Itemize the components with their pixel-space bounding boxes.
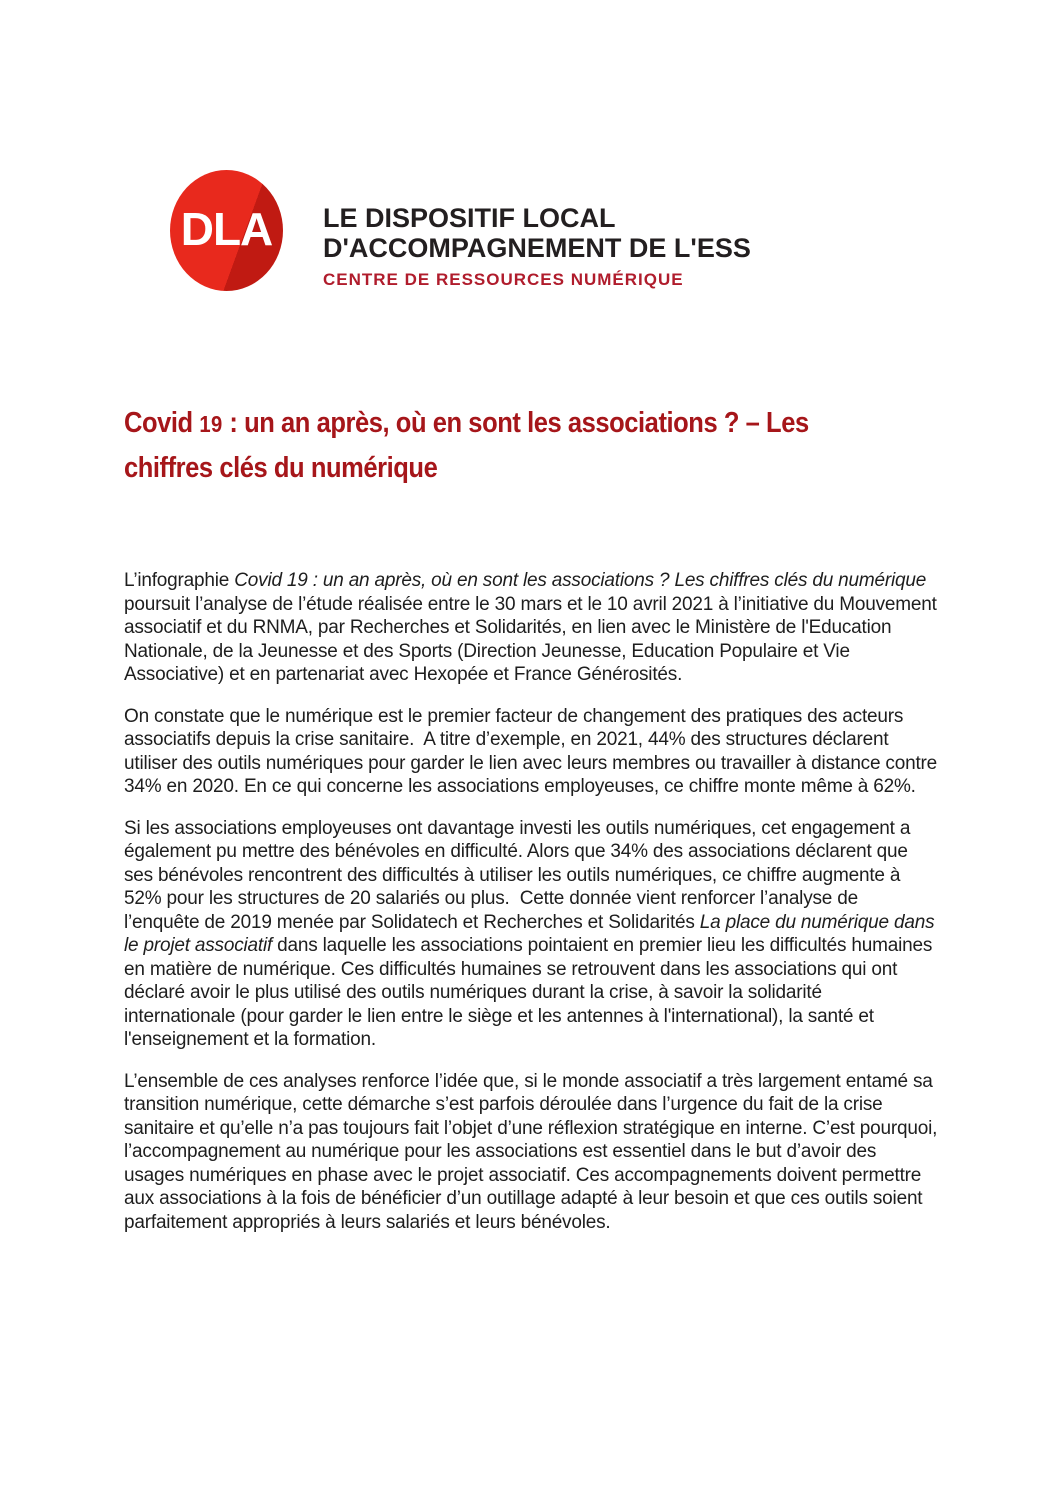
dla-logo [170, 170, 751, 291]
dla-logo-initials: DLA [180, 202, 273, 255]
dla-logo-text [323, 170, 751, 290]
article-body [124, 402, 943, 1252]
article-title-line-2: chiffres clés du numérique [124, 451, 438, 484]
article-paragraph-1: L’infographie Covid 19 : un an après, où en sont les associations ? Les chiffres clés du numérique poursuit l’analyse de l’étude réalisée entre le 30 mars et le 10 avril 2021 à l’initiative du Mouvement associatif et du RNMA, par Recherches et Solidarités, en lien avec le Ministère de l'Education Nationale, de la Jeunesse et des Sports (Direction Jeunesse, Education Populaire et Vie Associative) et en partenariat avec Hexopée et France Générosités. [124, 570, 942, 685]
dla-logo-mark [170, 170, 283, 291]
article-paragraph-3: Si les associations employeuses ont davantage investi les outils numériques, cet engagement a également pu mettre des bénévoles en difficulté. Alors que 34% des associations déclarent que ses bénévoles rencontrent des difficultés à utiliser les outils numériques, ce chiffre augmente à 52% pour les structures de 20 salariés ou plus. Cette donnée vient renforcer l’analyse de l’enquête de 2019 menée par Solidatech et Recherches et Solidarités La place du numérique dans le projet associatif dans laquelle les associations pointaient en premier lieu les difficultés humaines en matière de numérique. Ces difficultés humaines se retrouvent dans les associations qui ont déclaré avoir le plus utilisé des outils numériques durant la crise, à savoir la solidarité internationale (pour garder le lien entre le siège et les antennes à l'international), la santé et l'enseignement et la formation. [124, 817, 940, 1050]
article-paragraph-4: L’ensemble de ces analyses renforce l’idée que, si le monde associatif a très largement entamé sa transition numérique, cette démarche s’est parfois déroulée dans l’urgence du fait de la crise sanitaire et qu’elle n’a pas toujours fait l’objet d’une réflexion stratégique en interne. C’est pourquoi, l’accompagnement au numérique pour les associations est essentiel dans le but d’avoir des usages numériques en phase avec le projet associatif. Ces accompagnements doivent permettre aux associations à la fois de bénéficier d’un outillage adapté à leur besoin et que ces outils soient parfaitement appropriés à leurs salariés et leurs bénévoles. [124, 1070, 943, 1233]
article-title [124, 402, 938, 490]
article-title-line-1: Covid 19 : un an après, où en sont les associations ? – Les [124, 407, 809, 439]
article-paragraph-2: On constate que le numérique est le premier facteur de changement des pratiques des acteurs associatifs depuis la crise sanitaire. A titre d’exemple, en 2021, 44% des structures déclarent utiliser des outils numériques pour garder le lien avec leurs membres ou travailler à distance contre 34% en 2020. En ce qui concerne les associations employeuses, ce chiffre monte même à 62%. [124, 705, 943, 797]
logo-name-line2: D'ACCOMPAGNEMENT DE L'ESS [323, 233, 751, 263]
logo-tagline: CENTRE DE RESSOURCES NUMÉRIQUE [323, 270, 684, 289]
logo-name-line1: LE DISPOSITIF LOCAL [323, 203, 616, 233]
